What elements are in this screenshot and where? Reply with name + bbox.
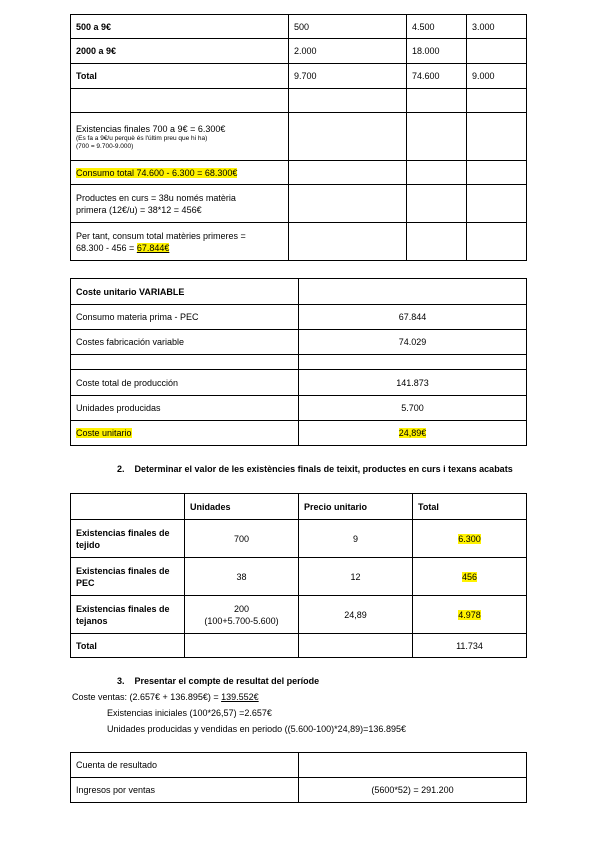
column-header: Total	[413, 494, 527, 520]
column-header: Precio unitario	[299, 494, 413, 520]
total-cell: 456	[413, 558, 527, 596]
section-title: Presentar el compte de resultat del període	[134, 676, 320, 686]
cell: 3.000	[467, 15, 527, 39]
table-row	[71, 279, 527, 305]
table-title: Coste unitario VARIABLE	[71, 279, 299, 305]
unit-cost-label: Coste unitario	[76, 428, 132, 438]
units-cell: 700	[185, 520, 299, 558]
table-header-row	[71, 494, 527, 520]
cell	[467, 39, 527, 64]
cell: 9.700	[289, 64, 407, 89]
table-row	[71, 305, 527, 330]
consumo-text: Consumo total 74.600 - 6.300 = 68.300€	[76, 167, 238, 178]
productes-line: primera (12€/u) = 38*12 = 456€	[76, 204, 202, 215]
cell: 18.000	[407, 39, 467, 64]
price-cell: 9	[299, 520, 413, 558]
table-row	[71, 355, 527, 370]
price-cell: 24,89	[299, 596, 413, 634]
table-row	[71, 223, 527, 261]
section-number: 2.	[117, 464, 125, 474]
row-label: Consumo materia prima - PEC	[71, 305, 299, 330]
units-cell: 200 (100+5.700-5.600)	[185, 596, 299, 634]
section-title: Determinar el valor de les existències finals de teixit, productes en curs i texans acabats	[134, 464, 513, 474]
total-cell: 6.300	[413, 520, 527, 558]
cell: 74.600	[407, 64, 467, 89]
table-row	[71, 39, 527, 64]
row-label: Unidades producidas	[71, 396, 299, 421]
row-label: Total	[71, 64, 289, 89]
inventory-table	[70, 14, 527, 261]
total-cell: 4.978	[413, 596, 527, 634]
row-value: 141.873	[299, 370, 527, 396]
unidades-vendidas-line: Unidades producidas y vendidas en periodo ((5.600-100)*24,89)=136.895€	[107, 724, 406, 734]
table-title: Cuenta de resultado	[71, 753, 299, 778]
consumo-cell	[71, 161, 289, 185]
table-row	[71, 370, 527, 396]
table-row	[71, 15, 527, 39]
section-number: 3.	[117, 676, 125, 686]
row-value	[299, 355, 527, 370]
table-row	[71, 558, 527, 596]
table-row	[71, 113, 527, 161]
row-label: 500 a 9€	[71, 15, 289, 39]
row-label: Coste total de producción	[71, 370, 299, 396]
row-label: 2000 a 9€	[71, 39, 289, 64]
table-row	[71, 520, 527, 558]
cell: 2.000	[289, 39, 407, 64]
cell: 9.000	[467, 64, 527, 89]
row-label: Ingresos por ventas	[71, 778, 299, 803]
coste-ventas-line	[72, 692, 259, 702]
row-value: (5600*52) = 291.200	[299, 778, 527, 803]
unit-cost-table	[70, 278, 527, 446]
row-label: Existencias finales de tejanos	[71, 596, 185, 634]
final-stock-table	[70, 493, 527, 658]
row-label: Costes fabricación variable	[71, 330, 299, 355]
final-stock-note	[71, 113, 289, 161]
pertant-line: Per tant, consum total matèries primeres =	[76, 230, 246, 241]
table-row	[71, 396, 527, 421]
empty-row	[71, 89, 527, 113]
note-small: (700 = 9.700-9.000)	[76, 142, 134, 150]
note-small: (Es fa a 9€/u perquè és l'últim preu que hi ha)	[76, 134, 208, 142]
note-main: Existencias finales 700 a 9€ = 6.300€	[76, 123, 226, 134]
units-cell: 38	[185, 558, 299, 596]
row-label	[71, 355, 299, 370]
row-value: 74.029	[299, 330, 527, 355]
column-header: Unidades	[185, 494, 299, 520]
productes-line: Productes en curs = 38u només matèria	[76, 192, 236, 203]
table-row	[71, 161, 527, 185]
row-value: 5.700	[299, 396, 527, 421]
coste-ventas-prefix: Coste ventas: (2.657€ + 136.895€) =	[72, 692, 222, 702]
price-cell: 12	[299, 558, 413, 596]
cell: 500	[289, 15, 407, 39]
row-value: 67.844	[299, 305, 527, 330]
total-label: Total	[71, 634, 185, 658]
unit-cost-value-cell	[299, 421, 527, 446]
productes-cell	[71, 185, 289, 223]
table-row	[71, 778, 527, 803]
table-row	[71, 330, 527, 355]
total-value: 11.734	[413, 634, 527, 658]
table-row	[71, 421, 527, 446]
table-row	[71, 185, 527, 223]
pertant-value: 67.844€	[136, 242, 170, 253]
section-3-heading	[117, 676, 319, 686]
existencias-iniciales-line: Existencias iniciales (100*26,57) =2.657€	[107, 708, 272, 718]
pertant-line: 68.300 - 456 =	[76, 242, 137, 253]
table-total-row	[71, 634, 527, 658]
table-row	[71, 64, 527, 89]
unit-cost-label-cell	[71, 421, 299, 446]
pertant-cell	[71, 223, 289, 261]
cell: 4.500	[407, 15, 467, 39]
table-row	[71, 596, 527, 634]
row-label: Existencias finales de tejido	[71, 520, 185, 558]
section-2-heading	[117, 464, 513, 474]
row-label: Existencias finales de PEC	[71, 558, 185, 596]
income-statement-table	[70, 752, 527, 803]
unit-cost-value: 24,89€	[398, 428, 427, 438]
coste-ventas-value: 139.552€	[221, 692, 259, 702]
table-row	[71, 753, 527, 778]
